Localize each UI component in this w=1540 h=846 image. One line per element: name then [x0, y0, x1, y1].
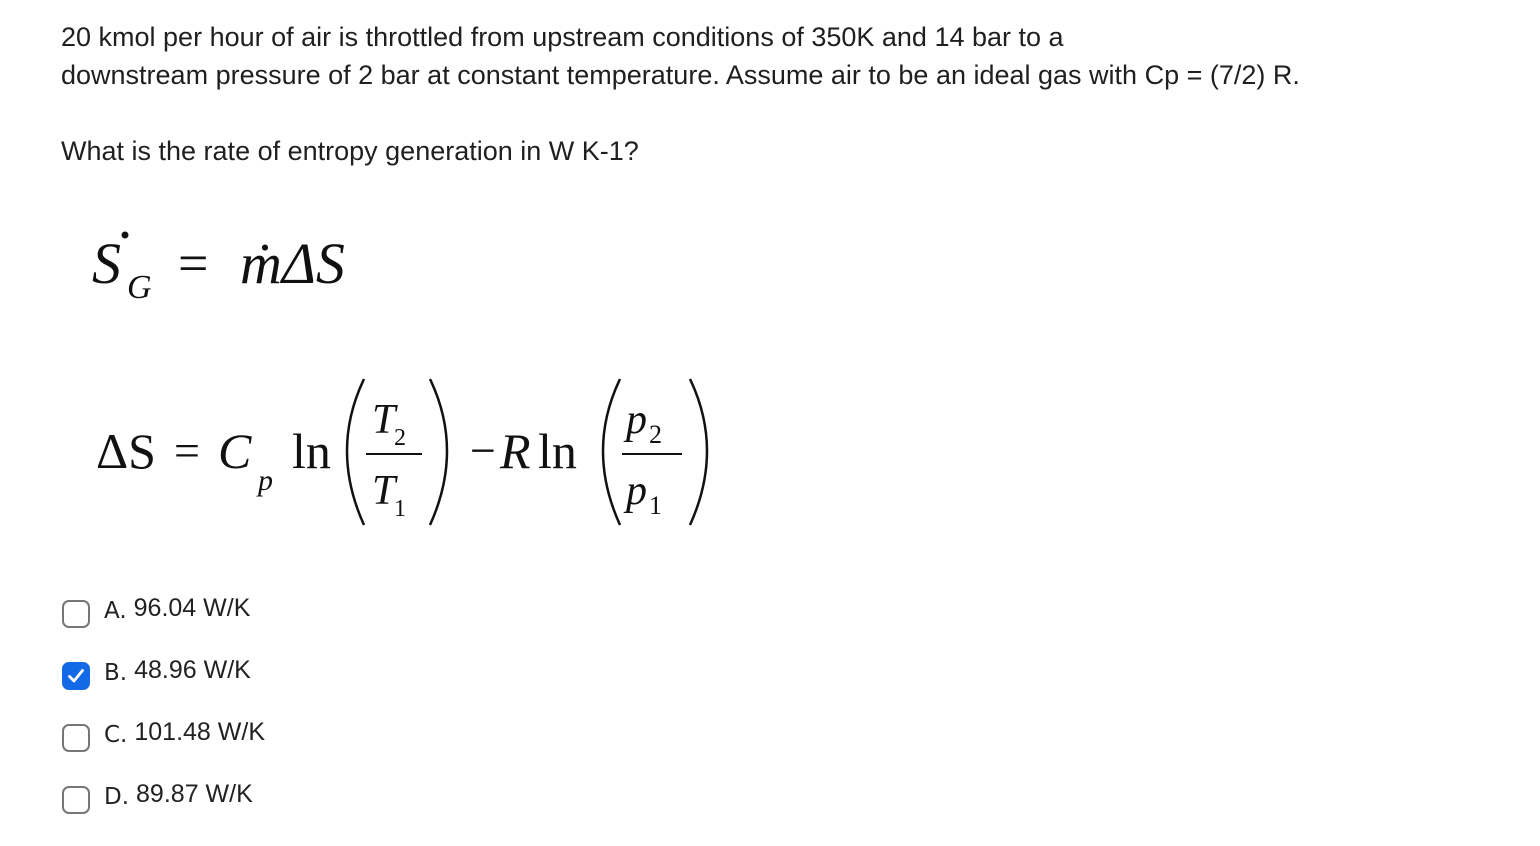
question-prompt: What is the rate of entropy generation in W K-1? — [61, 136, 639, 166]
option-b-checkbox[interactable] — [62, 662, 90, 690]
option-c-checkbox[interactable] — [62, 724, 90, 752]
option-a-text: 96.04 W/K — [133, 594, 251, 622]
option-b-text: 48.96 W/K — [134, 656, 251, 684]
option-c-letter: C. — [104, 722, 128, 748]
option-b[interactable] — [62, 652, 265, 714]
formula2-p-den: p — [626, 468, 647, 514]
paren-left-2 — [603, 379, 620, 525]
question-line-1: 20 kmol per hour of air is throttled from upstream conditions of 350K and 14 bar to a — [61, 22, 1064, 52]
option-d-letter: D. — [104, 784, 130, 810]
question-line-2: downstream pressure of 2 bar at constant temperature. Assume air to be an ideal gas with Cp = (7/2) R. — [61, 60, 1300, 90]
dot-accent — [122, 232, 129, 239]
option-b-letter: B. — [104, 660, 128, 686]
formula2-r: R — [500, 423, 531, 479]
formula1-lhs: S — [92, 231, 121, 296]
question-text — [61, 18, 1521, 94]
formula2-lhs: ΔS — [96, 423, 156, 479]
formula2-t-num-sub: 2 — [394, 425, 406, 451]
formula-entropy-change — [92, 375, 732, 545]
option-c[interactable] — [62, 714, 265, 776]
formula2-t-num: T — [372, 397, 396, 443]
option-a[interactable] — [62, 590, 265, 652]
formula2-t-den-sub: 1 — [394, 496, 406, 522]
formula2-cp-sub: p — [258, 464, 273, 497]
formula2-p-num: p — [626, 397, 647, 443]
option-a-letter: A. — [104, 598, 127, 624]
formula2-t-den: T — [372, 468, 396, 514]
paren-right-1 — [430, 379, 447, 525]
formula-entropy-generation — [90, 215, 390, 310]
option-a-checkbox[interactable] — [62, 600, 90, 628]
option-d-text: 89.87 W/K — [136, 780, 253, 808]
formula1-equals: = — [178, 233, 209, 293]
formula2-minus: − — [470, 425, 496, 476]
formula1-lhs-sub: G — [127, 269, 152, 306]
option-d[interactable] — [62, 776, 265, 838]
checkmark-icon — [67, 667, 85, 685]
option-c-text: 101.48 W/K — [134, 718, 266, 746]
formula2-equals: = — [174, 425, 200, 476]
option-d-checkbox[interactable] — [62, 786, 90, 814]
answer-options — [62, 590, 265, 838]
formula2-cp: C — [218, 423, 252, 479]
formula2-ln2: ln — [538, 423, 577, 479]
formula2-p-den-sub: 1 — [649, 491, 662, 520]
formula2-ln1: ln — [292, 423, 331, 479]
paren-right-2 — [690, 379, 707, 525]
formula1-rhs: ṁΔS — [240, 231, 345, 296]
paren-left-1 — [347, 379, 364, 525]
formula2-p-num-sub: 2 — [649, 420, 662, 449]
